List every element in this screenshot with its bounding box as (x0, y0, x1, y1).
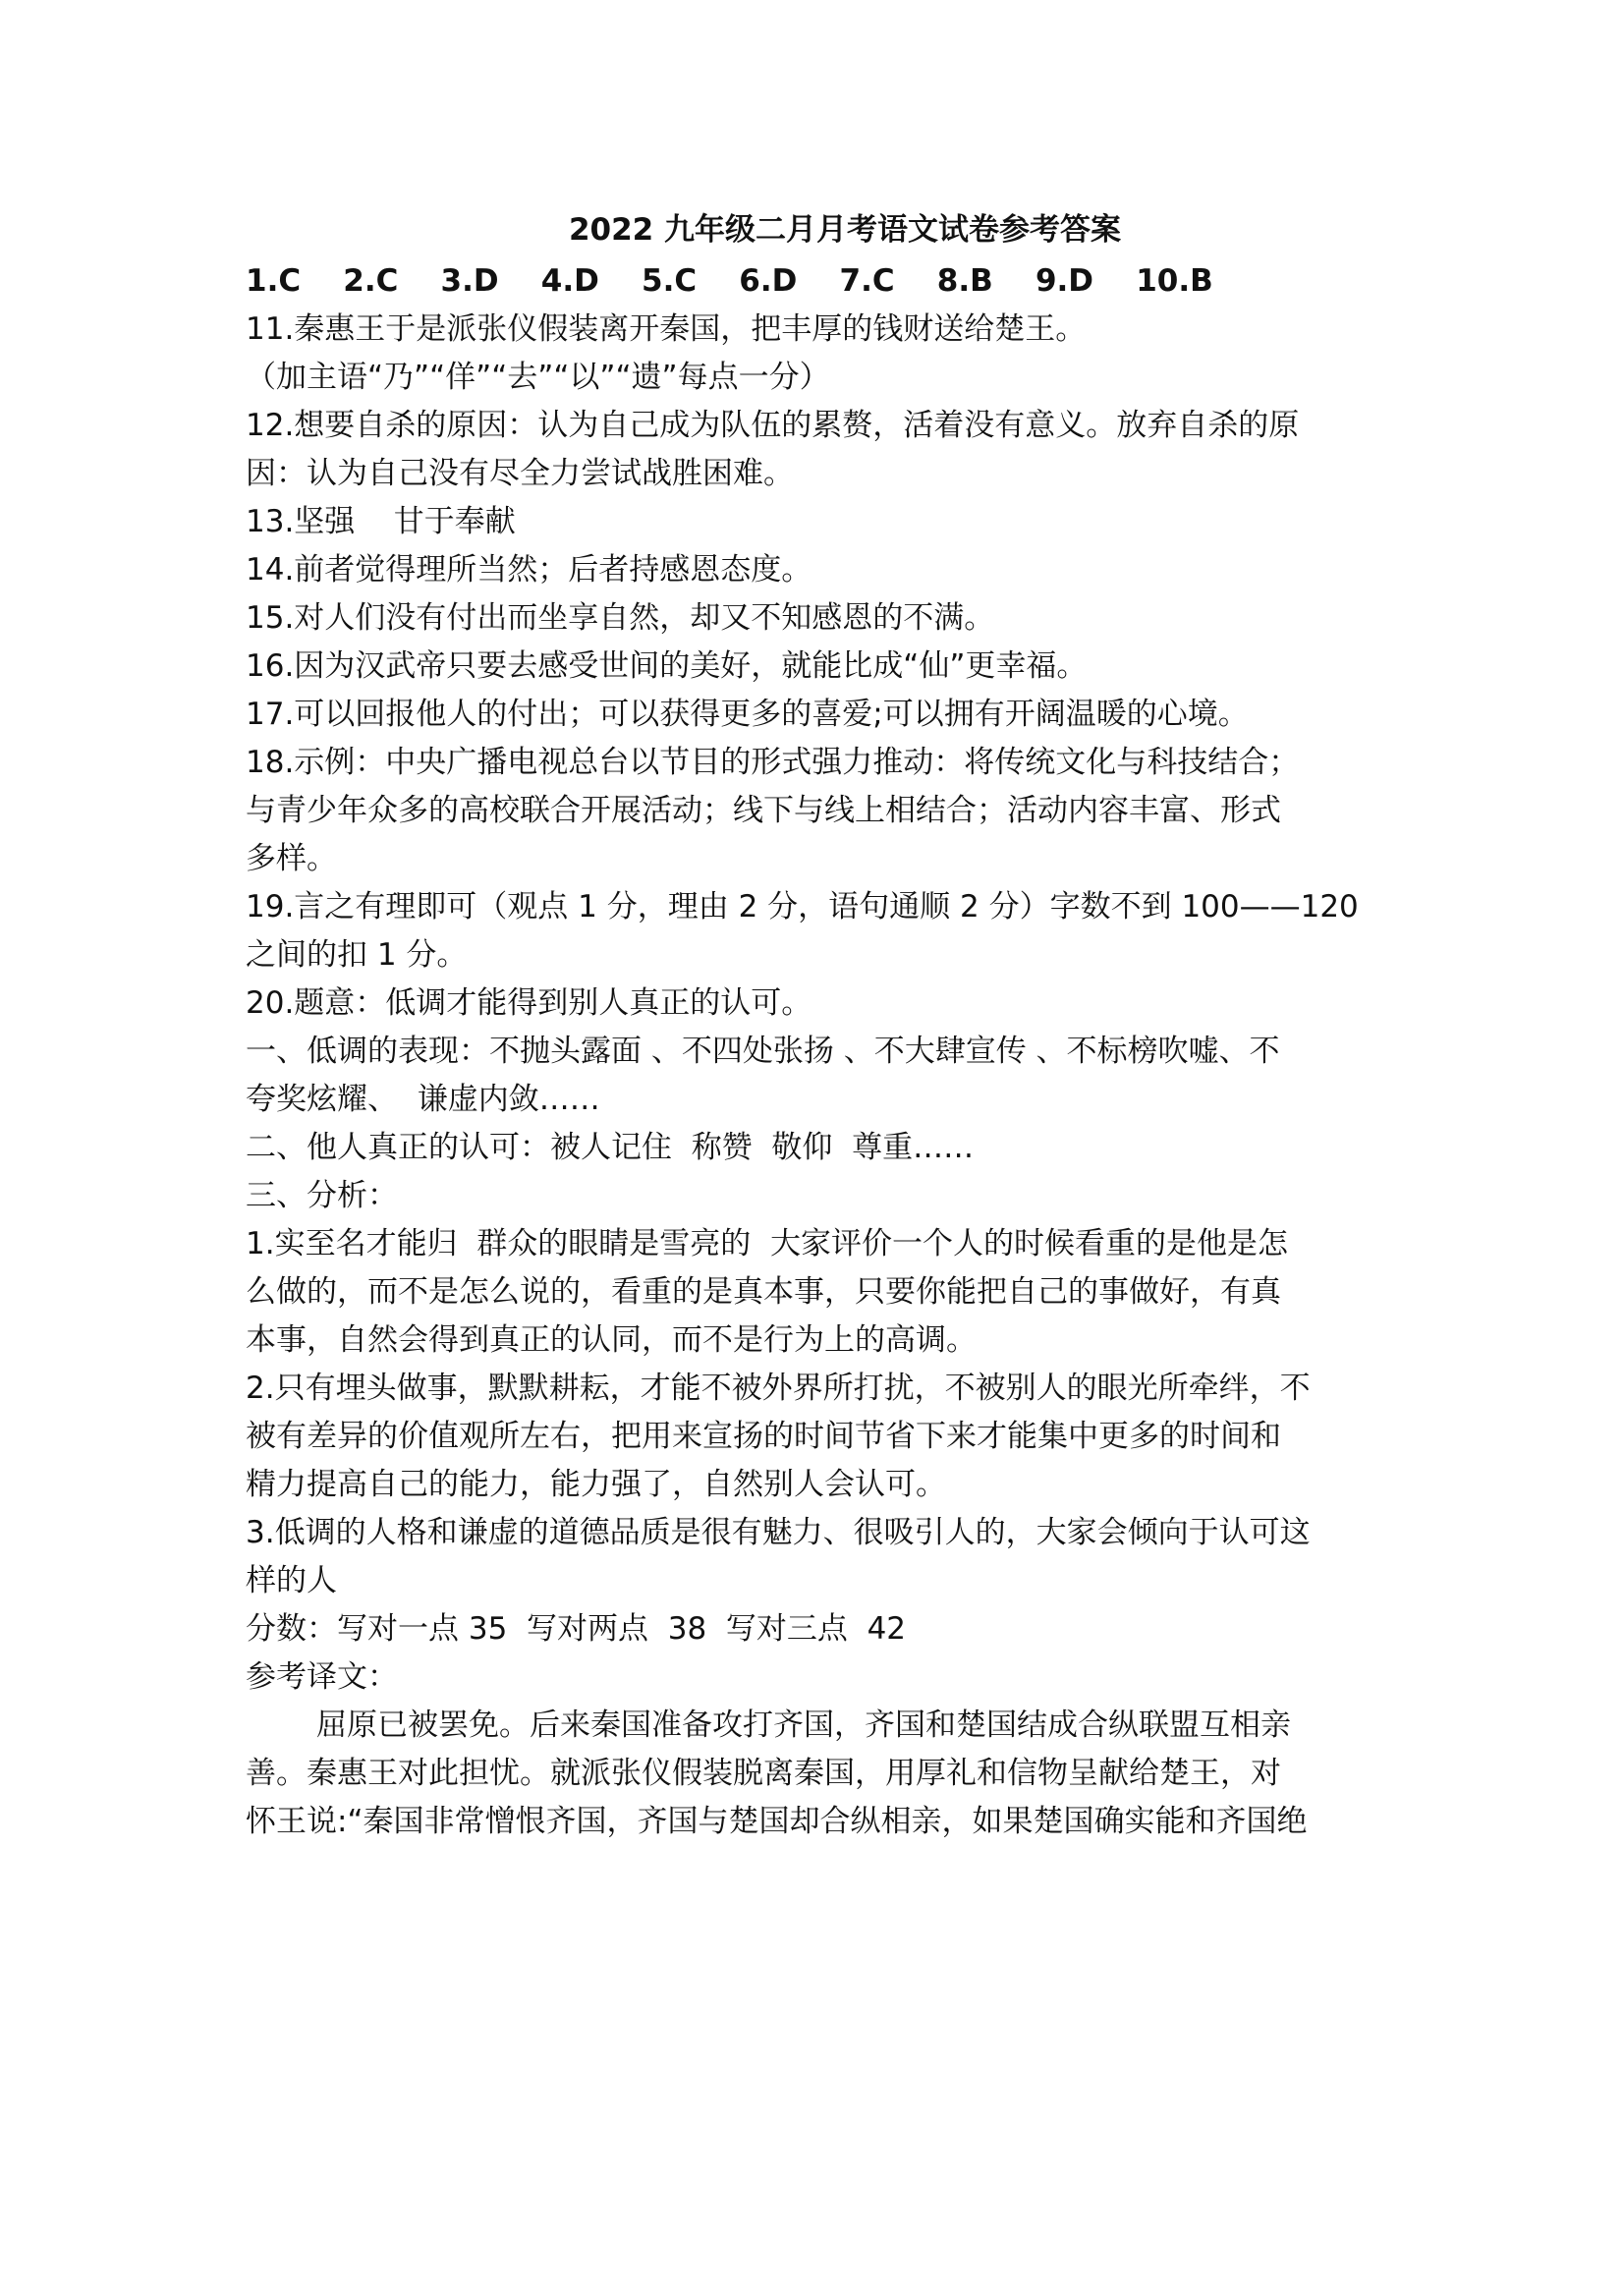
answer-line-17: 17.可以回报他人的付出；可以获得更多的喜爱;可以拥有开阔温暖的心境。 (246, 697, 1249, 732)
answer-line-12b: 因：认为自己没有尽全力尝试战胜困难。 (246, 456, 794, 491)
translation-line-1: 屈原已被罢免。后来秦国准备攻打齐国，齐国和楚国结成合纵联盟互相亲 (316, 1708, 1291, 1743)
answer-line-20-part1a: 一、低调的表现：不抛头露面 、不四处张扬 、不大肆宣传 、不标榜吹嘘、不 (246, 1034, 1280, 1069)
scoring-line: 分数：写对一点 35 写对两点 38 写对三点 42 (246, 1611, 907, 1647)
answer-line-16: 16.因为汉武帝只要去感受世间的美好，就能比成“仙”更幸福。 (246, 648, 1088, 684)
analysis-line-1b: 么做的，而不是怎么说的，看重的是真本事，只要你能把自己的事做好，有真 (246, 1274, 1281, 1310)
answer-line-13: 13.坚强 甘于奉献 (246, 504, 516, 539)
answer-line-18b: 与青少年众多的高校联合开展活动；线下与线上相结合；活动内容丰富、形式 (246, 793, 1281, 828)
answer-line-20: 20.题意：低调才能得到别人真正的认可。 (246, 985, 812, 1021)
answer-line-20-part1b: 夸奖炫耀、 谦虚内敛…… (246, 1082, 600, 1117)
answer-line-12a: 12.想要自杀的原因：认为自己成为队伍的累赘，活着没有意义。放弃自杀的原 (246, 408, 1300, 443)
answer-line-11-scoring: （加主语“乃”“佯”“去”“以”“遗”每点一分） (246, 360, 830, 395)
answer-line-mcq: 1.C 2.C 3.D 4.D 5.C 6.D 7.C 8.B 9.D 10.B (246, 263, 1213, 299)
answer-line-20-part2: 二、他人真正的认可：被人记住 称赞 敬仰 尊重…… (246, 1130, 975, 1165)
answer-line-18c: 多样。 (246, 841, 337, 876)
translation-line-2: 善。秦惠王对此担忧。就派张仪假装脱离秦国，用厚礼和信物呈献给楚王，对 (246, 1756, 1281, 1791)
analysis-line-3b: 样的人 (246, 1563, 337, 1598)
answer-line-18a: 18.示例：中央广播电视总台以节目的形式强力推动：将传统文化与科技结合； (246, 745, 1300, 780)
page-title: 2022 九年级二月月考语文试卷参考答案 (568, 212, 1122, 248)
analysis-line-1a: 1.实至名才能归 群众的眼睛是雪亮的 大家评价一个人的时候看重的是他是怎 (246, 1226, 1288, 1261)
answer-line-20-part3: 三、分析： (246, 1178, 398, 1213)
answer-line-14: 14.前者觉得理所当然；后者持感恩态度。 (246, 552, 812, 588)
translation-heading: 参考译文： (246, 1659, 398, 1695)
answer-line-19a: 19.言之有理即可（观点 1 分，理由 2 分，语句通顺 2 分）字数不到 100——120 (246, 889, 1359, 924)
analysis-line-2b: 被有差异的价值观所左右，把用来宣扬的时间节省下来才能集中更多的时间和 (246, 1419, 1281, 1454)
analysis-line-2a: 2.只有埋头做事，默默耕耘，才能不被外界所打扰，不被别人的眼光所牵绊，不 (246, 1371, 1311, 1406)
answer-line-15: 15.对人们没有付出而坐享自然，却又不知感恩的不满。 (246, 600, 995, 636)
translation-line-3: 怀王说:“秦国非常憎恨齐国，齐国与楚国却合纵相亲，如果楚国确实能和齐国绝 (246, 1804, 1308, 1839)
answer-line-11: 11.秦惠王于是派张仪假装离开秦国，把丰厚的钱财送给楚王。 (246, 311, 1087, 347)
answer-line-19b: 之间的扣 1 分。 (246, 937, 468, 973)
analysis-line-1c: 本事，自然会得到真正的认同，而不是行为上的高调。 (246, 1322, 977, 1358)
analysis-line-2c: 精力提高自己的能力，能力强了，自然别人会认可。 (246, 1467, 946, 1502)
answer-document (246, 206, 1405, 1846)
analysis-line-3a: 3.低调的人格和谦虚的道德品质是很有魅力、很吸引人的，大家会倾向于认可这 (246, 1515, 1311, 1550)
